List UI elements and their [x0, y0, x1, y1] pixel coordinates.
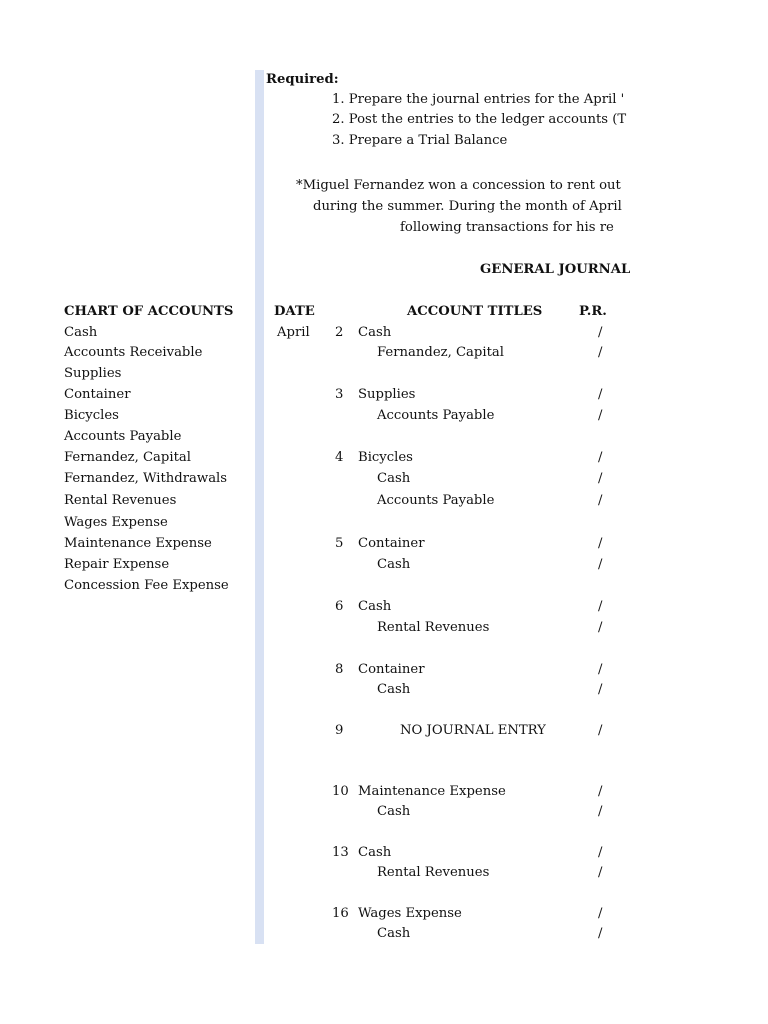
pr-mark: / [598, 906, 603, 921]
pr-mark: / [598, 662, 603, 677]
pr-mark: / [598, 345, 603, 360]
entry-day: 8 [335, 662, 344, 677]
pr-mark: / [598, 557, 603, 572]
coa-item-fernandez-capital: Fernandez, Capital [64, 450, 191, 465]
entry-credit-account: Rental Revenues [377, 865, 490, 880]
entry-credit-account: Fernandez, Capital [377, 345, 504, 360]
pr-mark: / [598, 536, 603, 551]
pr-mark: / [598, 926, 603, 941]
account-titles-header: ACCOUNT TITLES [407, 304, 543, 319]
entry-credit-account: Accounts Payable [377, 493, 495, 508]
pr-mark: / [598, 620, 603, 635]
pr-mark: / [598, 471, 603, 486]
entry-day: 10 [332, 784, 349, 799]
coa-item-wages-expense: Wages Expense [64, 515, 168, 530]
pr-mark: / [598, 723, 603, 738]
coa-item-container: Container [64, 387, 131, 402]
pr-mark: / [598, 865, 603, 880]
entry-debit-account: Container [358, 536, 425, 551]
pr-mark: / [598, 325, 603, 340]
pr-mark: / [598, 682, 603, 697]
entry-day: 6 [335, 599, 344, 614]
required-heading: Required: [266, 72, 339, 87]
entry-debit-account: Wages Expense [358, 906, 462, 921]
journal-month: April [277, 325, 310, 340]
pr-mark: / [598, 450, 603, 465]
entry-day: 5 [335, 536, 344, 551]
pr-mark: / [598, 408, 603, 423]
coa-item-rental-revenues: Rental Revenues [64, 493, 177, 508]
entry-debit-account: Bicycles [358, 450, 413, 465]
pr-mark: / [598, 387, 603, 402]
entry-credit-account: Cash [377, 471, 411, 486]
entry-day: 4 [335, 450, 344, 465]
journal-title: GENERAL JOURNAL [480, 262, 631, 277]
entry-credit-account: Cash [377, 682, 411, 697]
entry-day: 2 [335, 325, 344, 340]
coa-item-supplies: Supplies [64, 366, 122, 381]
entry-debit-account: Cash [358, 845, 392, 860]
entry-debit-account: Container [358, 662, 425, 677]
pr-mark: / [598, 845, 603, 860]
entry-credit-account: Cash [377, 804, 411, 819]
pr-mark: / [598, 784, 603, 799]
chart-of-accounts-heading: CHART OF ACCOUNTS [64, 304, 234, 319]
entry-debit-account: Cash [358, 599, 392, 614]
pr-header: P.R. [579, 304, 607, 319]
entry-credit-account: Cash [377, 557, 411, 572]
pr-mark: / [598, 804, 603, 819]
entry-day: 9 [335, 723, 344, 738]
coa-item-accounts-payable: Accounts Payable [64, 429, 182, 444]
pr-mark: / [598, 599, 603, 614]
no-journal-entry-note: NO JOURNAL ENTRY [400, 723, 546, 738]
coa-item-bicycles: Bicycles [64, 408, 119, 423]
date-header: DATE [274, 304, 315, 319]
required-item-3: 3. Prepare a Trial Balance [332, 133, 508, 148]
required-item-2: 2. Post the entries to the ledger accounts (T [332, 112, 627, 127]
entry-debit-account: Maintenance Expense [358, 784, 506, 799]
coa-item-cash: Cash [64, 325, 98, 340]
entry-credit-account: Rental Revenues [377, 620, 490, 635]
entry-credit-account: Cash [377, 926, 411, 941]
entry-day: 3 [335, 387, 344, 402]
coa-item-fernandez-withdrawals: Fernandez, Withdrawals [64, 471, 228, 486]
coa-item-accounts-receivable: Accounts Receivable [64, 345, 203, 360]
entry-credit-account: Accounts Payable [377, 408, 495, 423]
entry-day: 13 [332, 845, 349, 860]
entry-debit-account: Supplies [358, 387, 416, 402]
entry-debit-account: Cash [358, 325, 392, 340]
coa-item-repair-expense: Repair Expense [64, 557, 170, 572]
entry-day: 16 [332, 906, 349, 921]
note-line-1: *Miguel Fernandez won a concession to rent out [296, 178, 621, 193]
pr-mark: / [598, 493, 603, 508]
coa-item-maintenance-expense: Maintenance Expense [64, 536, 212, 551]
note-line-2: during the summer. During the month of April [313, 199, 622, 214]
required-item-1: 1. Prepare the journal entries for the April ' [332, 92, 625, 107]
coa-item-concession-fee-expense: Concession Fee Expense [64, 578, 229, 593]
note-line-3: following transactions for his re [400, 220, 614, 235]
